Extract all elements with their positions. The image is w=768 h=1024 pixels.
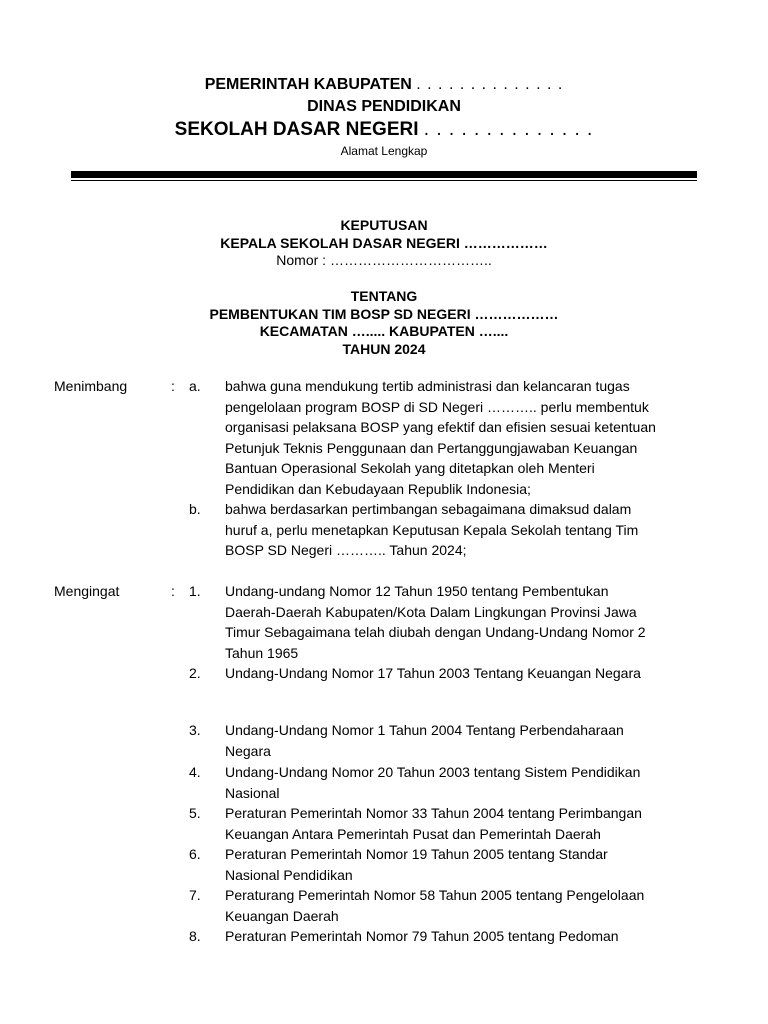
item-marker: 2. [189, 665, 201, 681]
item-marker: 3. [189, 722, 201, 738]
text-line: pengelolaan program BOSP di SD Negeri ……….. perlu membentuk [225, 398, 649, 415]
item-marker: 6. [189, 846, 201, 862]
text-line: huruf a, perlu menetapkan Keputusan Kepala Sekolah tentang Tim [225, 521, 639, 538]
text-line: Undang-undang Nomor 12 Tahun 1950 tentang Pembentukan [225, 583, 609, 599]
letterhead-address: Alamat Lengkap [340, 144, 428, 158]
item-marker: 8. [189, 928, 201, 944]
text-line: organisasi pelaksana BOSP yang efektif dan efisien sesuai ketentuan [225, 419, 656, 435]
text-line: Negara [225, 742, 271, 759]
text-line: Nasional [225, 784, 280, 801]
mengingat-label: Mengingat [54, 583, 120, 599]
letterhead-divider-thin [71, 180, 697, 181]
letterhead-divider-thick [71, 171, 697, 178]
item-marker: 5. [189, 805, 201, 821]
text-line: Tahun 1965 [225, 644, 299, 661]
school-text: SEKOLAH DASAR NEGERI [174, 119, 419, 140]
text-line: Peraturan Pemerintah Nomor 33 Tahun 2004 tentang Perimbangan [225, 805, 642, 821]
government-text: PEMERINTAH KABUPATEN [204, 76, 412, 93]
decision-subject [0, 288, 768, 358]
decision-number: Nomor : …………………………….. [276, 252, 492, 268]
subject-line-1: PEMBENTUKAN TIM BOSP SD NEGERI ……………… [209, 305, 559, 322]
item-marker: b. [189, 501, 201, 517]
subject-line-3: TAHUN 2024 [342, 340, 426, 357]
text-line: Undang-Undang Nomor 17 Tahun 2003 Tentang Keuangan Negara [225, 665, 641, 681]
item-text [225, 720, 696, 761]
text-line: Bantuan Operasional Sekolah yang ditetapkan oleh Menteri [225, 460, 595, 476]
text-line: BOSP SD Negeri ……….. Tahun 2024; [225, 542, 467, 558]
item-marker: 7. [189, 887, 201, 903]
letterhead-government [0, 74, 768, 95]
menimbang-colon: : [171, 378, 175, 394]
item-text [225, 885, 696, 926]
text-line: Daerah-Daerah Kabupaten/Kota Dalam Lingkungan Provinsi Jawa [225, 603, 637, 620]
text-line: Keuangan Daerah [225, 907, 339, 924]
item-text [225, 499, 696, 561]
decision-heading [0, 217, 768, 270]
text-line: bahwa berdasarkan pertimbangan sebagaimana dimaksud dalam [225, 501, 632, 517]
item-text [225, 762, 696, 803]
text-line: Nasional Pendidikan [225, 866, 353, 883]
text-line: Peraturan Pemerintah Nomor 79 Tahun 2005 tentang Pedoman [225, 928, 619, 944]
item-text [225, 376, 696, 499]
text-line: Timur Sebagaimana telah diubah dengan Undang-Undang Nomor 2 [225, 624, 646, 640]
letterhead [0, 74, 768, 159]
letterhead-agency: DINAS PENDIDIKAN [307, 98, 461, 115]
letterhead-school [0, 117, 768, 142]
text-line: bahwa guna mendukung tertib administrasi dan kelancaran tugas [225, 378, 630, 394]
text-line: Peraturang Pemerintah Nomor 58 Tahun 2005 tentang Pengelolaan [225, 887, 645, 903]
about-label: TENTANG [350, 288, 418, 304]
item-text [225, 803, 696, 844]
item-marker: a. [189, 378, 201, 394]
mengingat-colon: : [171, 583, 175, 599]
text-line: Pendidikan dan Kebudayaan Republik Indonesia; [225, 480, 531, 497]
text-line: Peraturan Pemerintah Nomor 19 Tahun 2005 tentang Standar [225, 846, 608, 862]
decision-issuer: KEPALA SEKOLAH DASAR NEGERI ……………… [220, 234, 548, 251]
school-dots: . . . . . . . . . . . . . . [423, 119, 594, 140]
item-text [225, 663, 696, 684]
text-line: Keuangan Antara Pemerintah Pusat dan Pemerintah Daerah [225, 825, 601, 842]
menimbang-label: Menimbang [54, 378, 128, 394]
item-text [225, 926, 696, 947]
text-line: Petunjuk Teknis Penggunaan dan Pertanggungjawaban Keuangan [225, 439, 638, 456]
item-text [225, 581, 696, 663]
text-line: Undang-Undang Nomor 1 Tahun 2004 Tentang Perbendaharaan [225, 722, 624, 738]
text-line: Undang-Undang Nomor 20 Tahun 2003 tentang Sistem Pendidikan [225, 764, 641, 780]
decision-title: KEPUTUSAN [340, 217, 428, 233]
item-text [225, 844, 696, 885]
subject-line-2: KECAMATAN …..... KABUPATEN ….... [259, 323, 509, 339]
item-marker: 4. [189, 764, 201, 780]
government-dots: . . . . . . . . . . . . . . [416, 76, 564, 93]
item-marker: 1. [189, 583, 201, 599]
